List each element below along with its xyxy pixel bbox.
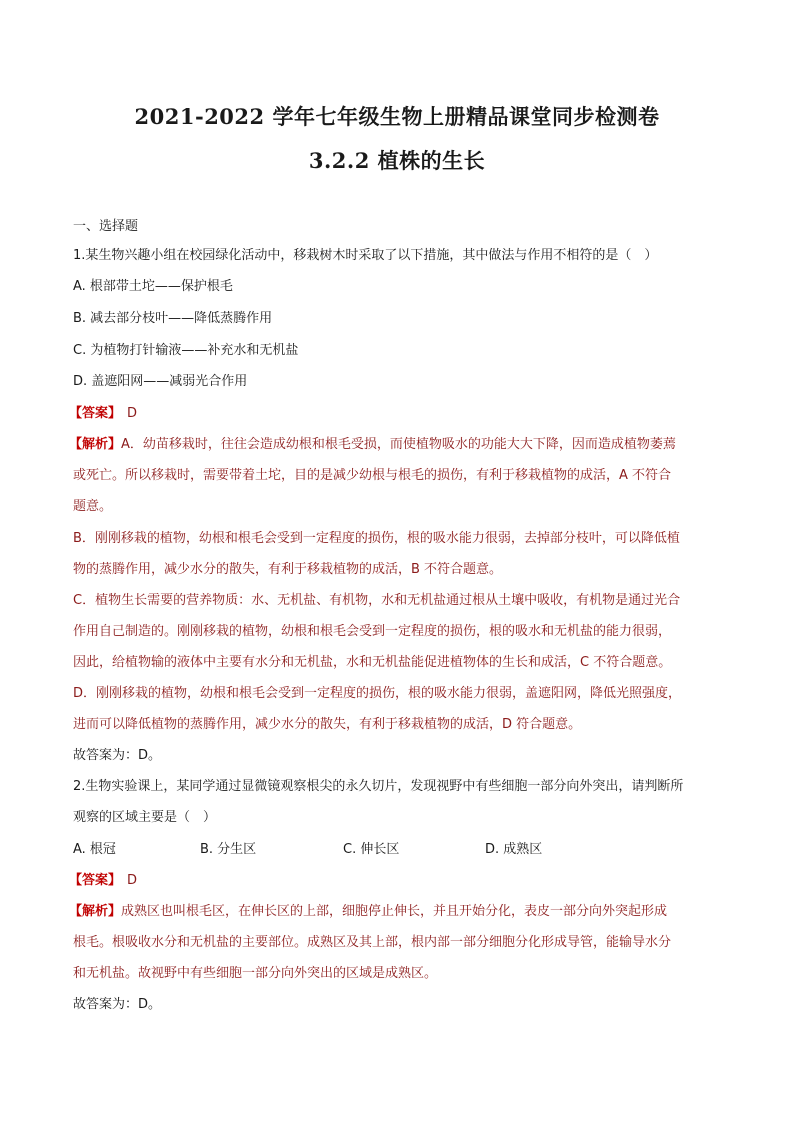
page-subtitle: 3.2.2 植株的生长 — [308, 148, 486, 173]
analysis-text: 成熟区也叫根毛区，在伸长区的上部，细胞停止伸长，并且开始分化，表皮一部分向外突起形成 — [121, 904, 668, 919]
question-1-stem: 1.某生物兴趣小组在校园绿化活动中，移栽树木时采取了以下措施，其中做法与作用不相符的是（ ） — [73, 248, 658, 263]
q1-analysis-line-1 — [69, 435, 729, 455]
q1-answer — [69, 404, 729, 424]
q1-analysis-line-3: 题意。 — [73, 499, 113, 514]
q1-analysis-line-4: B．刚刚移栽的植物，幼根和根毛会受到一定程度的损伤，根的吸水能力很弱，去掉部分枝叶，可以降低植 — [73, 531, 680, 546]
question-2-stem-line-2: 观察的区域主要是（ ） — [73, 810, 217, 825]
q2-option-d: D. 成熟区 — [485, 842, 543, 857]
q1-option-d: D. 盖遮阳网——减弱光合作用 — [73, 374, 248, 389]
answer-value: D — [127, 873, 138, 888]
q2-conclusion: 故答案为：D。 — [73, 997, 162, 1012]
q2-analysis-line-1 — [69, 902, 729, 922]
analysis-tag: 【解析】 — [69, 904, 122, 919]
section-heading: 一、选择题 — [73, 219, 139, 234]
q1-analysis-line-5: 物的蒸腾作用，减少水分的散失，有利于移栽植物的成活，B 不符合题意。 — [73, 562, 503, 577]
q1-analysis-line-8: 因此，给植物输的液体中主要有水分和无机盐，水和无机盐能促进植物体的生长和成活，C 不符合题意。 — [73, 655, 672, 670]
question-2-stem-line-1: 2.生物实验课上，某同学通过显微镜观察根尖的永久切片，发现视野中有些细胞一部分向外突出，请判断所 — [73, 779, 684, 794]
q1-analysis-line-2: 或死亡。所以移栽时，需要带着土坨，目的是减少幼根与根毛的损伤，有利于移栽植物的成活，A 不符合 — [73, 468, 672, 483]
q1-conclusion: 故答案为：D。 — [73, 748, 162, 763]
answer-tag: 【答案】 — [69, 406, 122, 421]
q2-answer — [69, 871, 729, 891]
q1-analysis-line-9: D．刚刚移栽的植物，幼根和根毛会受到一定程度的损伤，根的吸水能力很弱，盖遮阳网，降低光照强度， — [73, 686, 682, 701]
q2-option-b: B. 分生区 — [200, 842, 257, 857]
page-title: 2021-2022 学年七年级生物上册精品课堂同步检测卷 — [134, 104, 660, 129]
answer-value: D — [127, 406, 138, 421]
q2-analysis-line-2: 根毛。根吸收水分和无机盐的主要部位。成熟区及其上部，根内部一部分细胞分化形成导管，能输导水分 — [73, 935, 672, 950]
q1-analysis-line-6: C．植物生长需要的营养物质：水、无机盐、有机物，水和无机盐通过根从土壤中吸收，有机物是通过光合 — [73, 593, 681, 608]
q2-option-a: A. 根冠 — [73, 842, 116, 857]
q2-option-c: C. 伸长区 — [343, 842, 400, 857]
answer-tag: 【答案】 — [69, 873, 122, 888]
q1-option-b: B. 减去部分枝叶——降低蒸腾作用 — [73, 311, 273, 326]
q1-analysis-line-7: 作用自己制造的。刚刚移栽的植物，幼根和根毛会受到一定程度的损伤，根的吸水和无机盐的能力很弱， — [73, 624, 672, 639]
analysis-tag: 【解析】 — [69, 437, 122, 452]
analysis-text: A．幼苗移栽时，往往会造成幼根和根毛受损，而使植物吸水的功能大大下降，因而造成植物萎蔫 — [121, 437, 676, 452]
q1-option-c: C. 为植物打针输液——补充水和无机盐 — [73, 343, 299, 358]
q1-analysis-line-10: 进而可以降低植物的蒸腾作用，减少水分的散失，有利于移栽植物的成活，D 符合题意。 — [73, 717, 582, 732]
q1-option-a: A. 根部带土坨——保护根毛 — [73, 279, 233, 294]
q2-analysis-line-3: 和无机盐。故视野中有些细胞一部分向外突出的区域是成熟区。 — [73, 966, 438, 981]
